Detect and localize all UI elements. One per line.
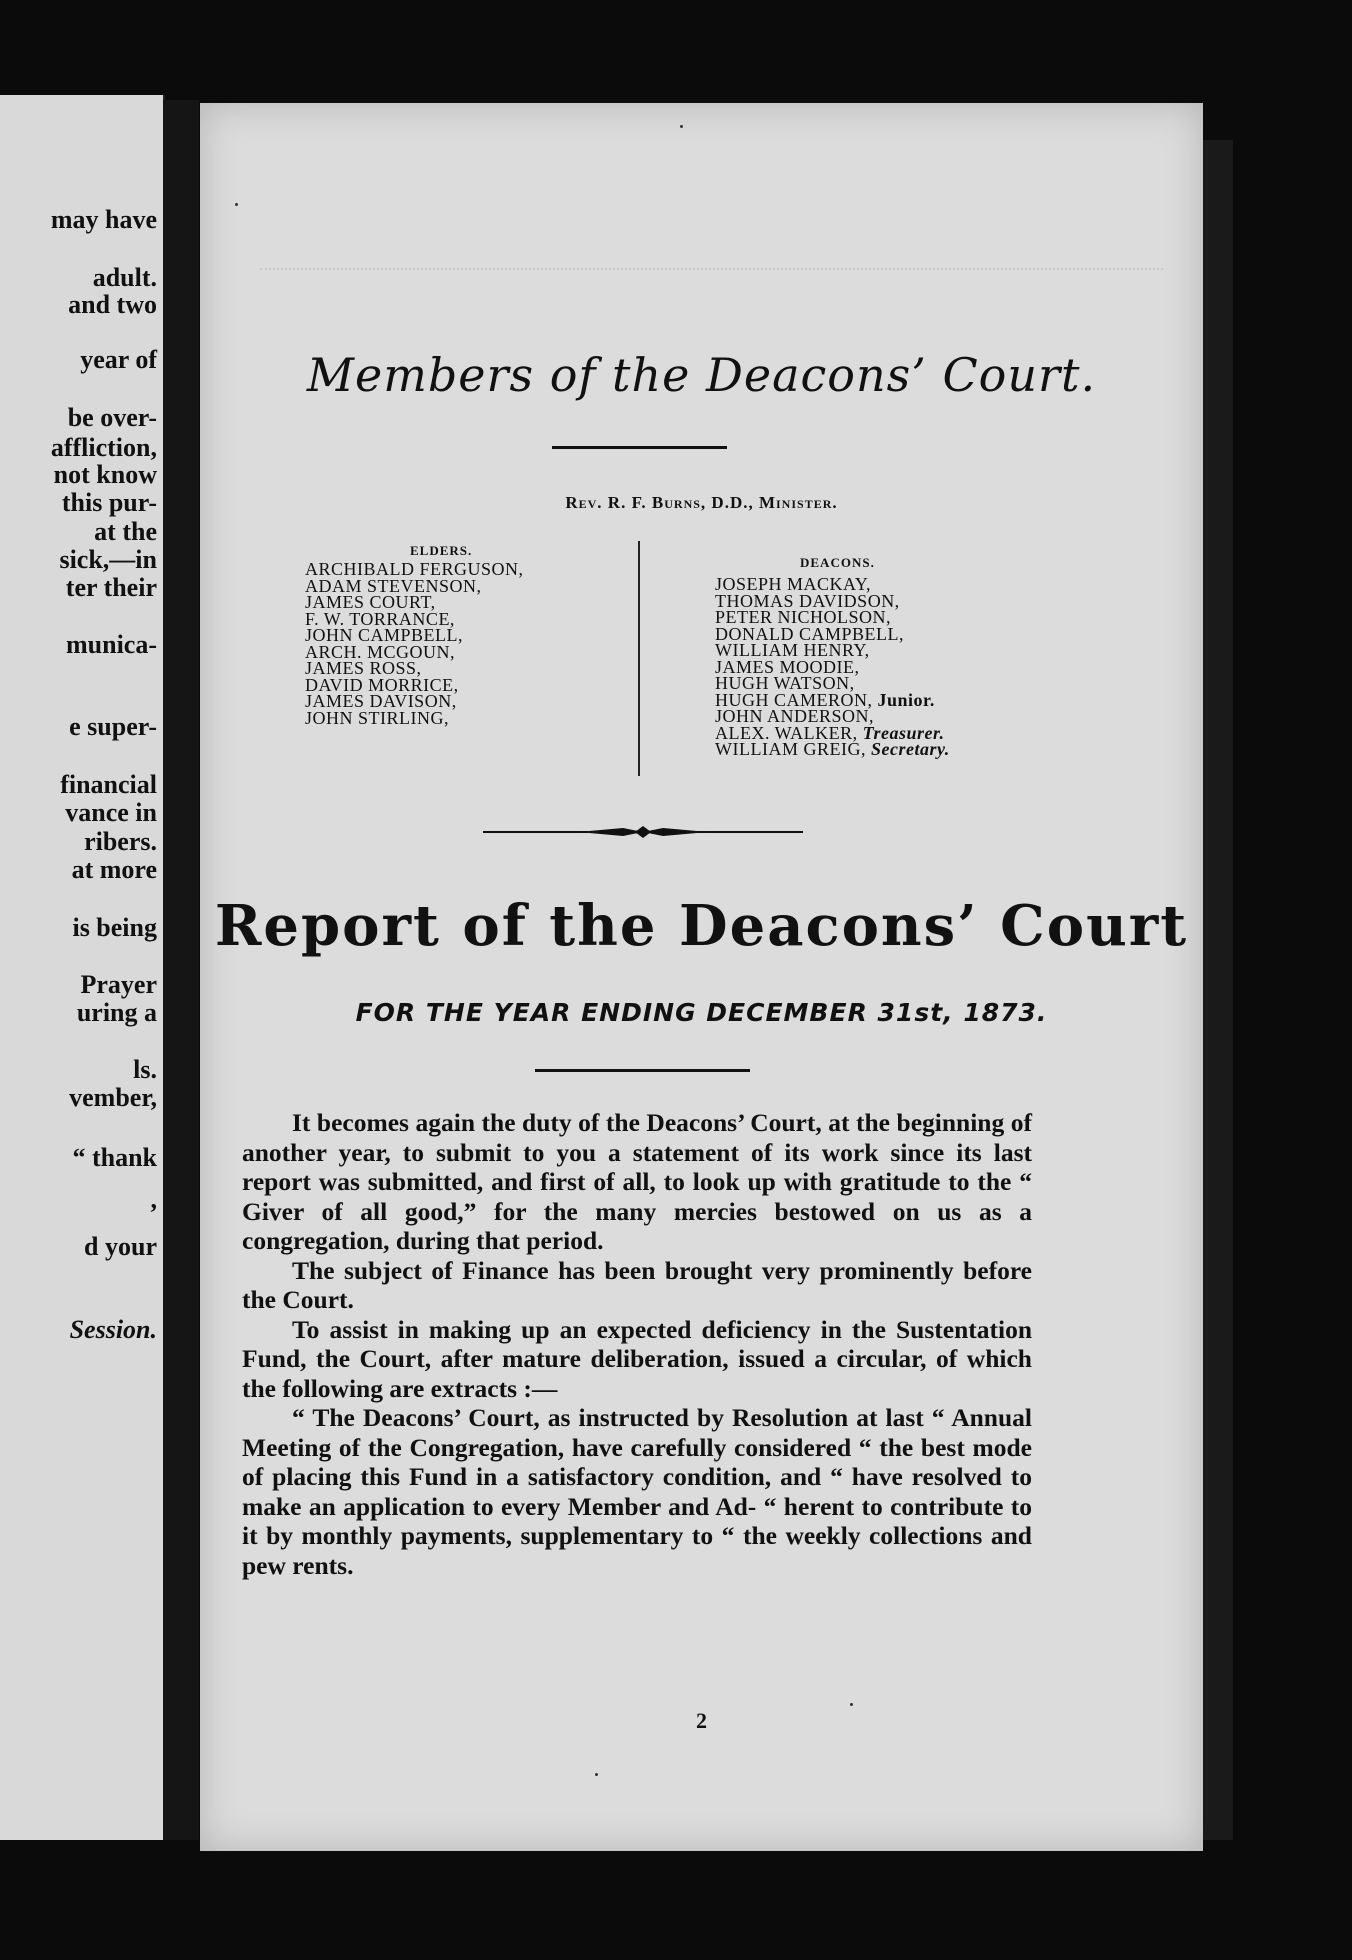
left-page-line: Prayer: [80, 970, 157, 999]
deacon-name: JOHN ANDERSON,: [715, 706, 875, 726]
deacon-name: ALEX. WALKER,: [715, 722, 858, 743]
left-page-line: may have: [50, 205, 157, 234]
paragraph: It becomes again the duty of the Deacons’ Court, at the beginning of another year, to submit to you a statement of its work since its last report was submitted, and first of all, to look up with gratitude to the “ Giver of all good,” for the many mercies bestowed on us as a congregation, during that period.: [242, 1108, 1032, 1255]
left-page-line: d your: [84, 1232, 157, 1261]
left-page-line: munica-: [66, 630, 157, 659]
deacon-name: JAMES MOODIE,: [715, 656, 860, 677]
ornamental-divider: [483, 823, 803, 841]
deacon-entry: [715, 741, 950, 758]
paper-speck: [595, 1773, 598, 1776]
deacon-role: Treasurer.: [857, 722, 945, 743]
left-page-line: be over-: [67, 403, 157, 432]
divider-rule: [552, 446, 727, 449]
paper-speck: [850, 1703, 853, 1706]
report-body: [242, 1108, 1032, 1580]
left-page-line: ter their: [65, 573, 157, 602]
elder-name: JAMES ROSS,: [305, 658, 422, 678]
deacon-name: THOMAS DAVIDSON,: [715, 590, 900, 611]
report-title: Report of the Deacons’ Court: [214, 893, 1189, 959]
column-divider: [638, 541, 640, 776]
left-page-line: is being: [72, 913, 157, 942]
deacon-role: Secretary.: [865, 739, 950, 759]
elder-name: DAVID MORRICE,: [305, 674, 459, 695]
elder-name: F. W. TORRANCE,: [305, 608, 455, 629]
paragraph: To assist in making up an expected deficiency in the Sustentation Fund, the Court, after mature deliberation, issued a circular, of which the following are extracts :—: [242, 1314, 1032, 1403]
left-page-line: ribers.: [84, 827, 157, 856]
left-page-line: year of: [80, 345, 157, 374]
paper-speck: [680, 125, 683, 128]
elder-name: JAMES DAVISON,: [305, 691, 457, 711]
left-page-line: not know: [53, 460, 157, 489]
left-page-line: e super-: [69, 712, 157, 741]
deacon-name: HUGH WATSON,: [715, 673, 855, 693]
page-number: 2: [696, 1708, 707, 1733]
left-page-line: ,: [150, 1185, 157, 1214]
left-page-line: adult.: [92, 263, 157, 292]
book-spine: [163, 100, 199, 1840]
paragraph: “ The Deacons’ Court, as instructed by Resolution at last “ Annual Meeting of the Congregation, have carefully considered “ the best mode of placing this Fund in a satisfactory condition, and “ have resolved to make an application to every Member and Ad- “ herent to contribute to it by monthly payments, supplementary to “ the weekly collections and pew rents.: [242, 1403, 1032, 1580]
elder-name: JOHN STIRLING,: [305, 707, 449, 728]
minister-line: Rev. R. F. Burns, D.D., Minister.: [565, 493, 838, 512]
left-page-line: at more: [71, 855, 157, 884]
left-page-line: uring a: [76, 998, 157, 1027]
left-page-line: vance in: [65, 798, 157, 827]
elder-name: ARCH. MCGOUN,: [305, 641, 456, 662]
left-page-line: this pur-: [61, 488, 157, 517]
deacons-list: [715, 576, 950, 758]
deacon-name: WILLIAM GREIG,: [715, 739, 866, 759]
elder-name: ADAM STEVENSON,: [305, 575, 482, 596]
deacon-name: JOSEPH MACKAY,: [715, 574, 872, 594]
paper-speck: [235, 203, 238, 206]
elders-list: [305, 561, 524, 726]
bleed-through-text: [260, 268, 1163, 290]
elder-name: JAMES COURT,: [305, 592, 436, 612]
deacon-name: PETER NICHOLSON,: [715, 607, 892, 627]
elders-heading: ELDERS.: [410, 543, 473, 558]
members-heading: Members of the Deacons’ Court.: [306, 348, 1097, 402]
document-page: [200, 103, 1203, 1851]
deacon-name: HUGH CAMERON,: [715, 689, 873, 710]
left-page-line: “ thank: [72, 1143, 157, 1172]
deacons-heading: DEACONS.: [800, 555, 875, 570]
page-edge-shadow: [1203, 140, 1233, 1840]
elder-name: JOHN CAMPBELL,: [305, 625, 464, 645]
left-page-line: vember,: [69, 1083, 157, 1112]
left-page-line: at the: [94, 517, 157, 546]
deacon-suffix: Junior.: [872, 689, 935, 710]
left-page-line: Session.: [69, 1315, 157, 1344]
deacon-name: DONALD CAMPBELL,: [715, 623, 905, 644]
paragraph: The subject of Finance has been brought very prominently before the Court.: [242, 1255, 1032, 1314]
left-partial-page: [0, 95, 165, 1840]
left-page-line: affliction,: [50, 433, 157, 462]
left-page-line: financial: [60, 770, 157, 799]
left-page-line: ls.: [133, 1055, 157, 1084]
elder-name: ARCHIBALD FERGUSON,: [305, 559, 524, 579]
left-page-line: sick,—in: [59, 545, 157, 574]
left-page-line: and two: [68, 290, 157, 319]
report-subtitle: FOR THE YEAR ENDING DECEMBER 31st, 1873.: [355, 998, 1048, 1027]
divider-rule: [535, 1069, 750, 1072]
deacon-name: WILLIAM HENRY,: [715, 640, 870, 660]
